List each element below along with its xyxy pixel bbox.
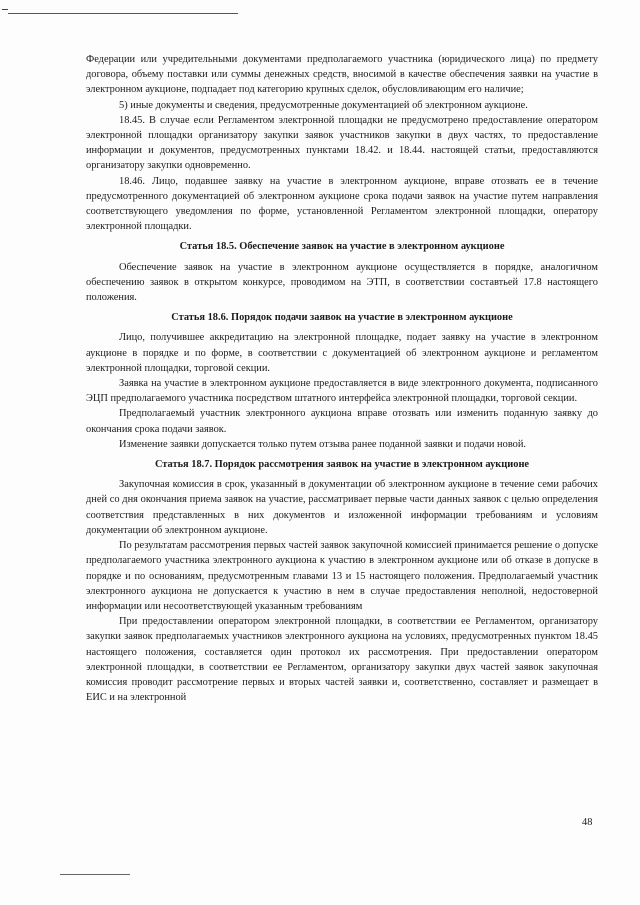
header-rule	[8, 13, 238, 14]
paragraph: По результатам рассмотрения первых частей заявок закупочной комиссией принимается решение о допуске предполагаемого участника электронного аукциона к участию в электронном аукционе или об отказе в допуске в порядке и по основаниям, предусмотренным главами 13 и 15 настоящего положения. Предполагаемый участник электронного аукциона не допускается к участию в нем в случае предоставления неполной, недостоверной информации или несоответствующей указанным требованиям	[86, 540, 598, 612]
paragraph: При предоставлении оператором электронной площадки, в соответствии ее Регламентом, организатору закупки заявок предполагаемых участников электронного аукциона на условиях, предусмотренных пунктом 18.45 настоящего положения, составляется один протокол их рассмотрения. При предоставлении оператором электронной площадки, в соответствии ее Регламентом, организатору закупки двух частей заявок закупочная комиссия проводит рассмотрение первых и вторых частей заявки и, соответственно, составляет и размещает в ЕИС и на электронной	[86, 616, 598, 704]
paragraph: Закупочная комиссия в срок, указанный в документации об электронном аукционе в течение семи рабочих дней со дня окончания приема заявок на участие, рассматривает первые части данных заявок с целью определения соответствия представленных в них документов и изложенной информации требованиям и условиям документации об электронном аукционе.	[86, 479, 598, 536]
paragraph: Заявка на участие в электронном аукционе предоставляется в виде электронного документа, подписанного ЭЦП предполагаемого участника посредством штатного интерфейса электронной площадки, торговой секции.	[86, 378, 598, 405]
paragraph: Обеспечение заявок на участие в электронном аукционе осуществляется в порядке, аналогичном обеспечению заявок в открытом конкурсе, проводимом на ЭТП, в соответствии составтьей 17.8 настоящего положения.	[86, 261, 598, 304]
page-number: 48	[582, 817, 593, 828]
paragraph: Предполагаемый участник электронного аукциона вправе отозвать или изменить поданную заявку до окончания срока подачи заявок.	[86, 408, 598, 435]
section-heading: Статья 18.6. Порядок подачи заявок на участие в электронном аукционе	[171, 312, 513, 324]
paragraph: 18.46. Лицо, подавшее заявку на участие в электронном аукционе, вправе отозвать ее в течение предусмотренного документацией об электронном аукционе срока подачи заявок на участие путем направления соответствующего уведомления по форме, установленной Регламентом электронной площадки, оператору электронной площадки.	[86, 175, 598, 233]
section-heading: Статья 18.7. Порядок рассмотрения заявок на участие в электронном аукционе	[154, 459, 530, 471]
footnote-rule	[60, 874, 130, 875]
paragraph: Изменение заявки допускается только путем отзыва ранее поданной заявки и подачи новой.	[119, 438, 527, 450]
paragraph: Лицо, получившее аккредитацию на электронной площадке, подает заявку на участие в электронном аукционе в порядке и по форме, в соответствии с документацией об электронном аукционе и регламентом электронной площадки, торговой секции.	[86, 332, 598, 374]
page-body	[86, 52, 598, 705]
paragraph: 5) иные документы и сведения, предусмотренные документацией об электронном аукционе.	[119, 99, 528, 111]
margin-tick-mark	[2, 9, 8, 10]
paragraph: Федерации или учредительными документами предполагаемого участника (юридического лица) по предмету договора, объему поставки или суммы денежных средств, вносимой в качестве обеспечения заявки на участие в электронном аукционе, подпадает под категорию крупных сделок, обусловливающим его наличие;	[86, 54, 598, 96]
section-heading: Статья 18.5. Обеспечение заявок на участие в электронном аукционе	[179, 241, 505, 253]
paragraph: 18.45. В случае если Регламентом электронной площадки не предусмотрено предоставление оператором электронной площадки организатору закупки заявок участников закупки в двух частях, то предоставление информации и документов, предусмотренных пунктами 18.42. и 18.44. настоящей статьи, предоставляются организатору закупки одновременно.	[86, 114, 598, 172]
